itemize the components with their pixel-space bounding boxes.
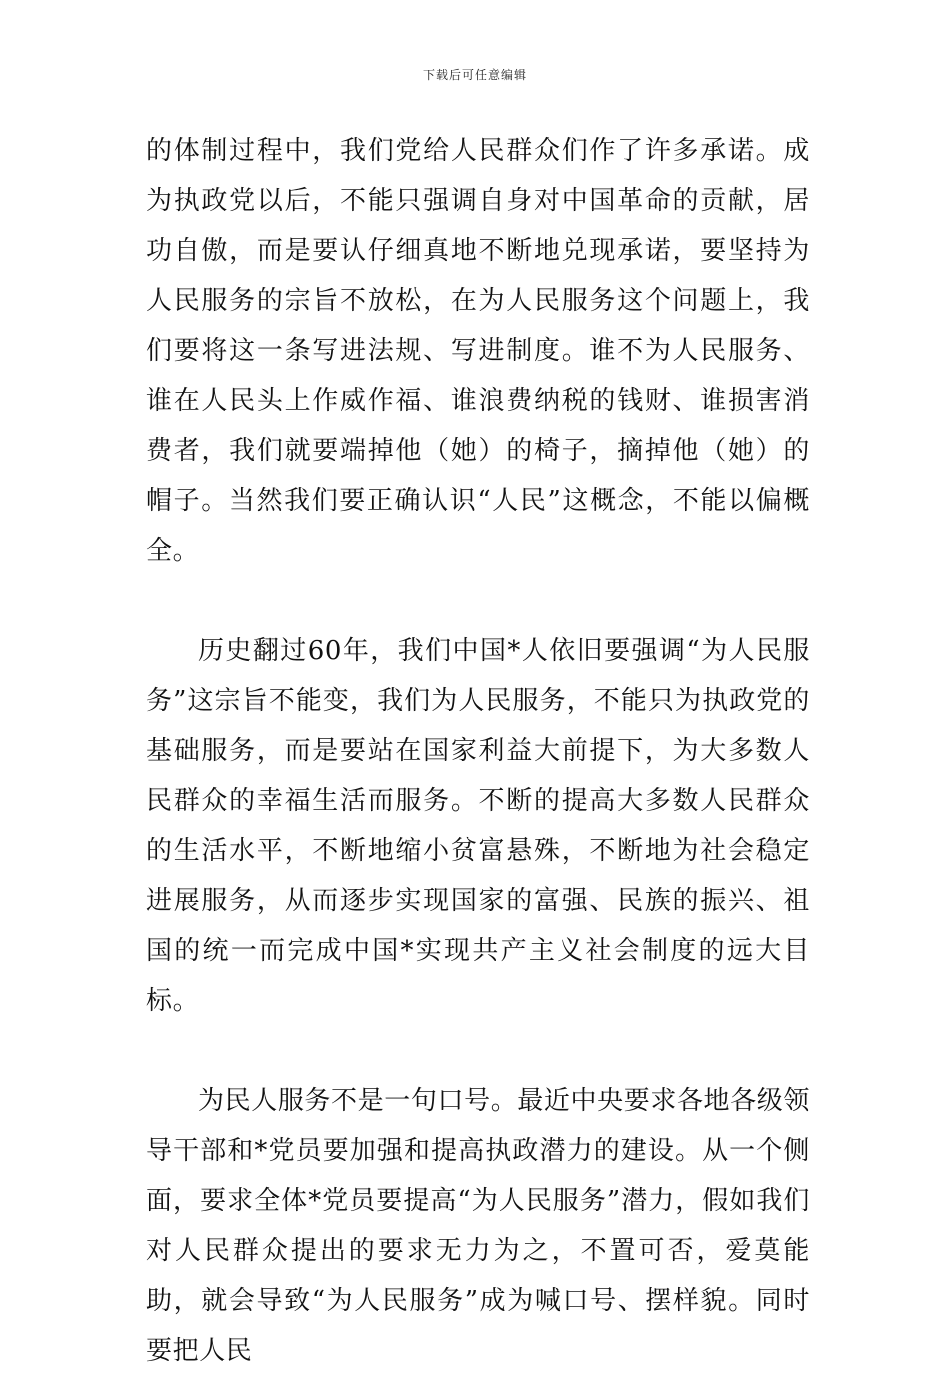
paragraph-spacer — [146, 1026, 810, 1076]
paragraph-2: 历史翻过60年，我们中国*人依旧要强调“为人民服务”这宗旨不能变，我们为人民服务，不能只为执政党的基础服务，而是要站在国家利益大前提下，为大多数人民群众的幸福生活而服务。不断的提高大多数人民群众的生活水平，不断地缩小贫富悬殊，不断地为社会稳定进展服务，从而逐步实现国家的富强、民族的振兴、祖国的统一而完成中国*实现共产主义社会制度的远大目标。 — [146, 636, 810, 1016]
document-body — [146, 126, 810, 1376]
paragraph-1: 的体制过程中，我们党给人民群众们作了许多承诺。成为执政党以后，不能只强调自身对中国革命的贡献，居功自傲，而是要认仔细真地不断地兑现承诺，要坚持为人民服务的宗旨不放松，在为人民服务这个问题上，我们要将这一条写进法规、写进制度。谁不为人民服务、谁在人民头上作威作福、谁浪费纳税的钱财、谁损害消费者，我们就要端掉他（她）的椅子，摘掉他（她）的帽子。当然我们要正确认识“人民”这概念，不能以偏概全。 — [146, 136, 810, 566]
paragraph-3: 为民人服务不是一句口号。最近中央要求各地各级领导干部和*党员要加强和提高执政潜力的建设。从一个侧面，要求全体*党员要提高“为人民服务”潜力，假如我们对人民群众提出的要求无力为之，不置可否，爱莫能助，就会导致“为人民服务”成为喊口号、摆样貌。同时要把人民 — [146, 1086, 810, 1366]
paragraph-spacer — [146, 576, 810, 626]
header-note: 下载后可任意编辑 — [422, 68, 527, 82]
